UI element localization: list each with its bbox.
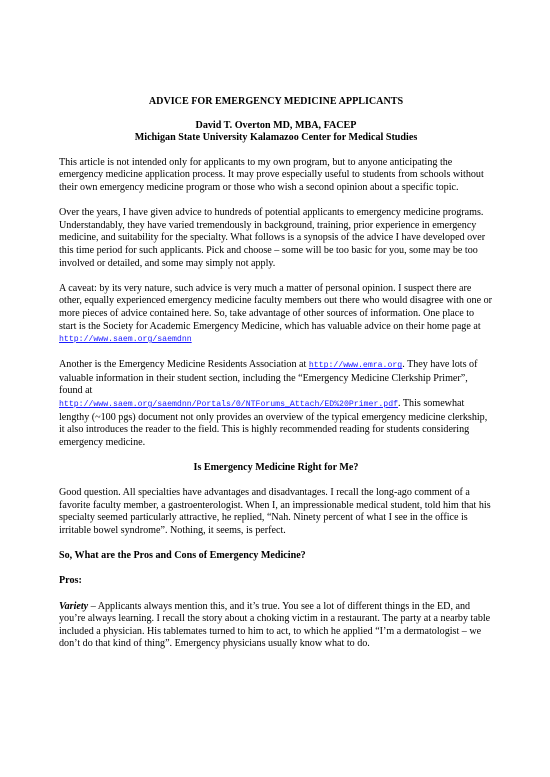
primer-link[interactable]: http://www.saem.org/saemdnn/Portals/0/NTForums_Attach/ED%20Primer.pdf — [59, 400, 399, 410]
saem-link[interactable]: http://www.saem.org/saemdnn — [59, 335, 192, 345]
paragraph-emra — [59, 359, 493, 449]
document-body — [59, 96, 493, 664]
emra-text-c: . This somewhat lengthy (~100 pgs) document not only provides an overview of the typical emergency medicine clerkship, it also introduces the reader to the field. This is highly recommended reading for students considering emergency medicine. — [59, 398, 488, 448]
affiliation-line: Michigan State University Kalamazoo Center for Medical Studies — [134, 132, 418, 144]
section-heading-pros: Pros: — [59, 575, 82, 587]
paragraph-variety — [59, 601, 493, 651]
paragraph-background: Over the years, I have given advice to hundreds of potential applicants to emergency medicine programs. Understandably, they have varied tremendously in background, training, prior experience in emergency medicine, and suitability for the specialty. What follows is a synopsis of the advice I have developed over this time period for such applicants. Pick and choose – some will be too basic for you, some may be too involved or detailed, and some may simply not apply. — [59, 207, 486, 269]
section-heading-pros-cons: So, What are the Pros and Cons of Emergency Medicine? — [59, 550, 306, 562]
caveat-text: A caveat: by its very nature, such advice is very much a matter of personal opinion. I suspect there are other, equally experienced emergency medicine faculty members out there who would disagree with one or more pieces of advice contained here. So, take advantage of other sources of information. One place to start is the Society for Academic Emergency Medicine, which has valuable advice on their home page at — [59, 282, 493, 332]
variety-term: Variety — [59, 600, 89, 612]
paragraph-intro: This article is not intended only for applicants to my own program, but to anyone anticipating the emergency medicine application process. It may prove especially useful to students from schools without their own emergency medicine program or those who wish a second opinion about a specific topic. — [59, 156, 484, 193]
document-title: ADVICE FOR EMERGENCY MEDICINE APPLICANTS — [148, 96, 404, 107]
emra-text-a: Another is the Emergency Medicine Residents Association at — [59, 359, 309, 371]
paragraph-caveat — [59, 283, 493, 347]
emra-link[interactable]: http://www.emra.org — [308, 361, 403, 371]
section-heading-right-for-me: Is Emergency Medicine Right for Me? — [193, 462, 359, 474]
emra-text-b: . They have lots of valuable information in their student section, including the “Emergency Medicine Clerkship Primer”, found at — [59, 359, 478, 397]
variety-text: – Applicants always mention this, and it’s true. You see a lot of different things in the ED, and you’re always learning. I recall the story about a choking victim in a restaurant. The party at a nearby table included a physician. His tablemates turned to him to act, to which he applied “I’m a dermatologist – we don’t do that kind of thing”. Emergency physicians usually know what to do. — [59, 600, 491, 650]
author-line: David T. Overton MD, MBA, FACEP — [195, 119, 357, 131]
paragraph-good-question: Good question. All specialties have advantages and disadvantages. I recall the long-ago comment of a favorite faculty member, a gastroenterologist. When I, an impressionable medical student, told him that his specialty seemed particularly attractive, he replied, “Nah. Ninety percent of what I see in the office is irritable bowel syndrome”. Nothing, it seems, is perfect. — [59, 487, 491, 536]
